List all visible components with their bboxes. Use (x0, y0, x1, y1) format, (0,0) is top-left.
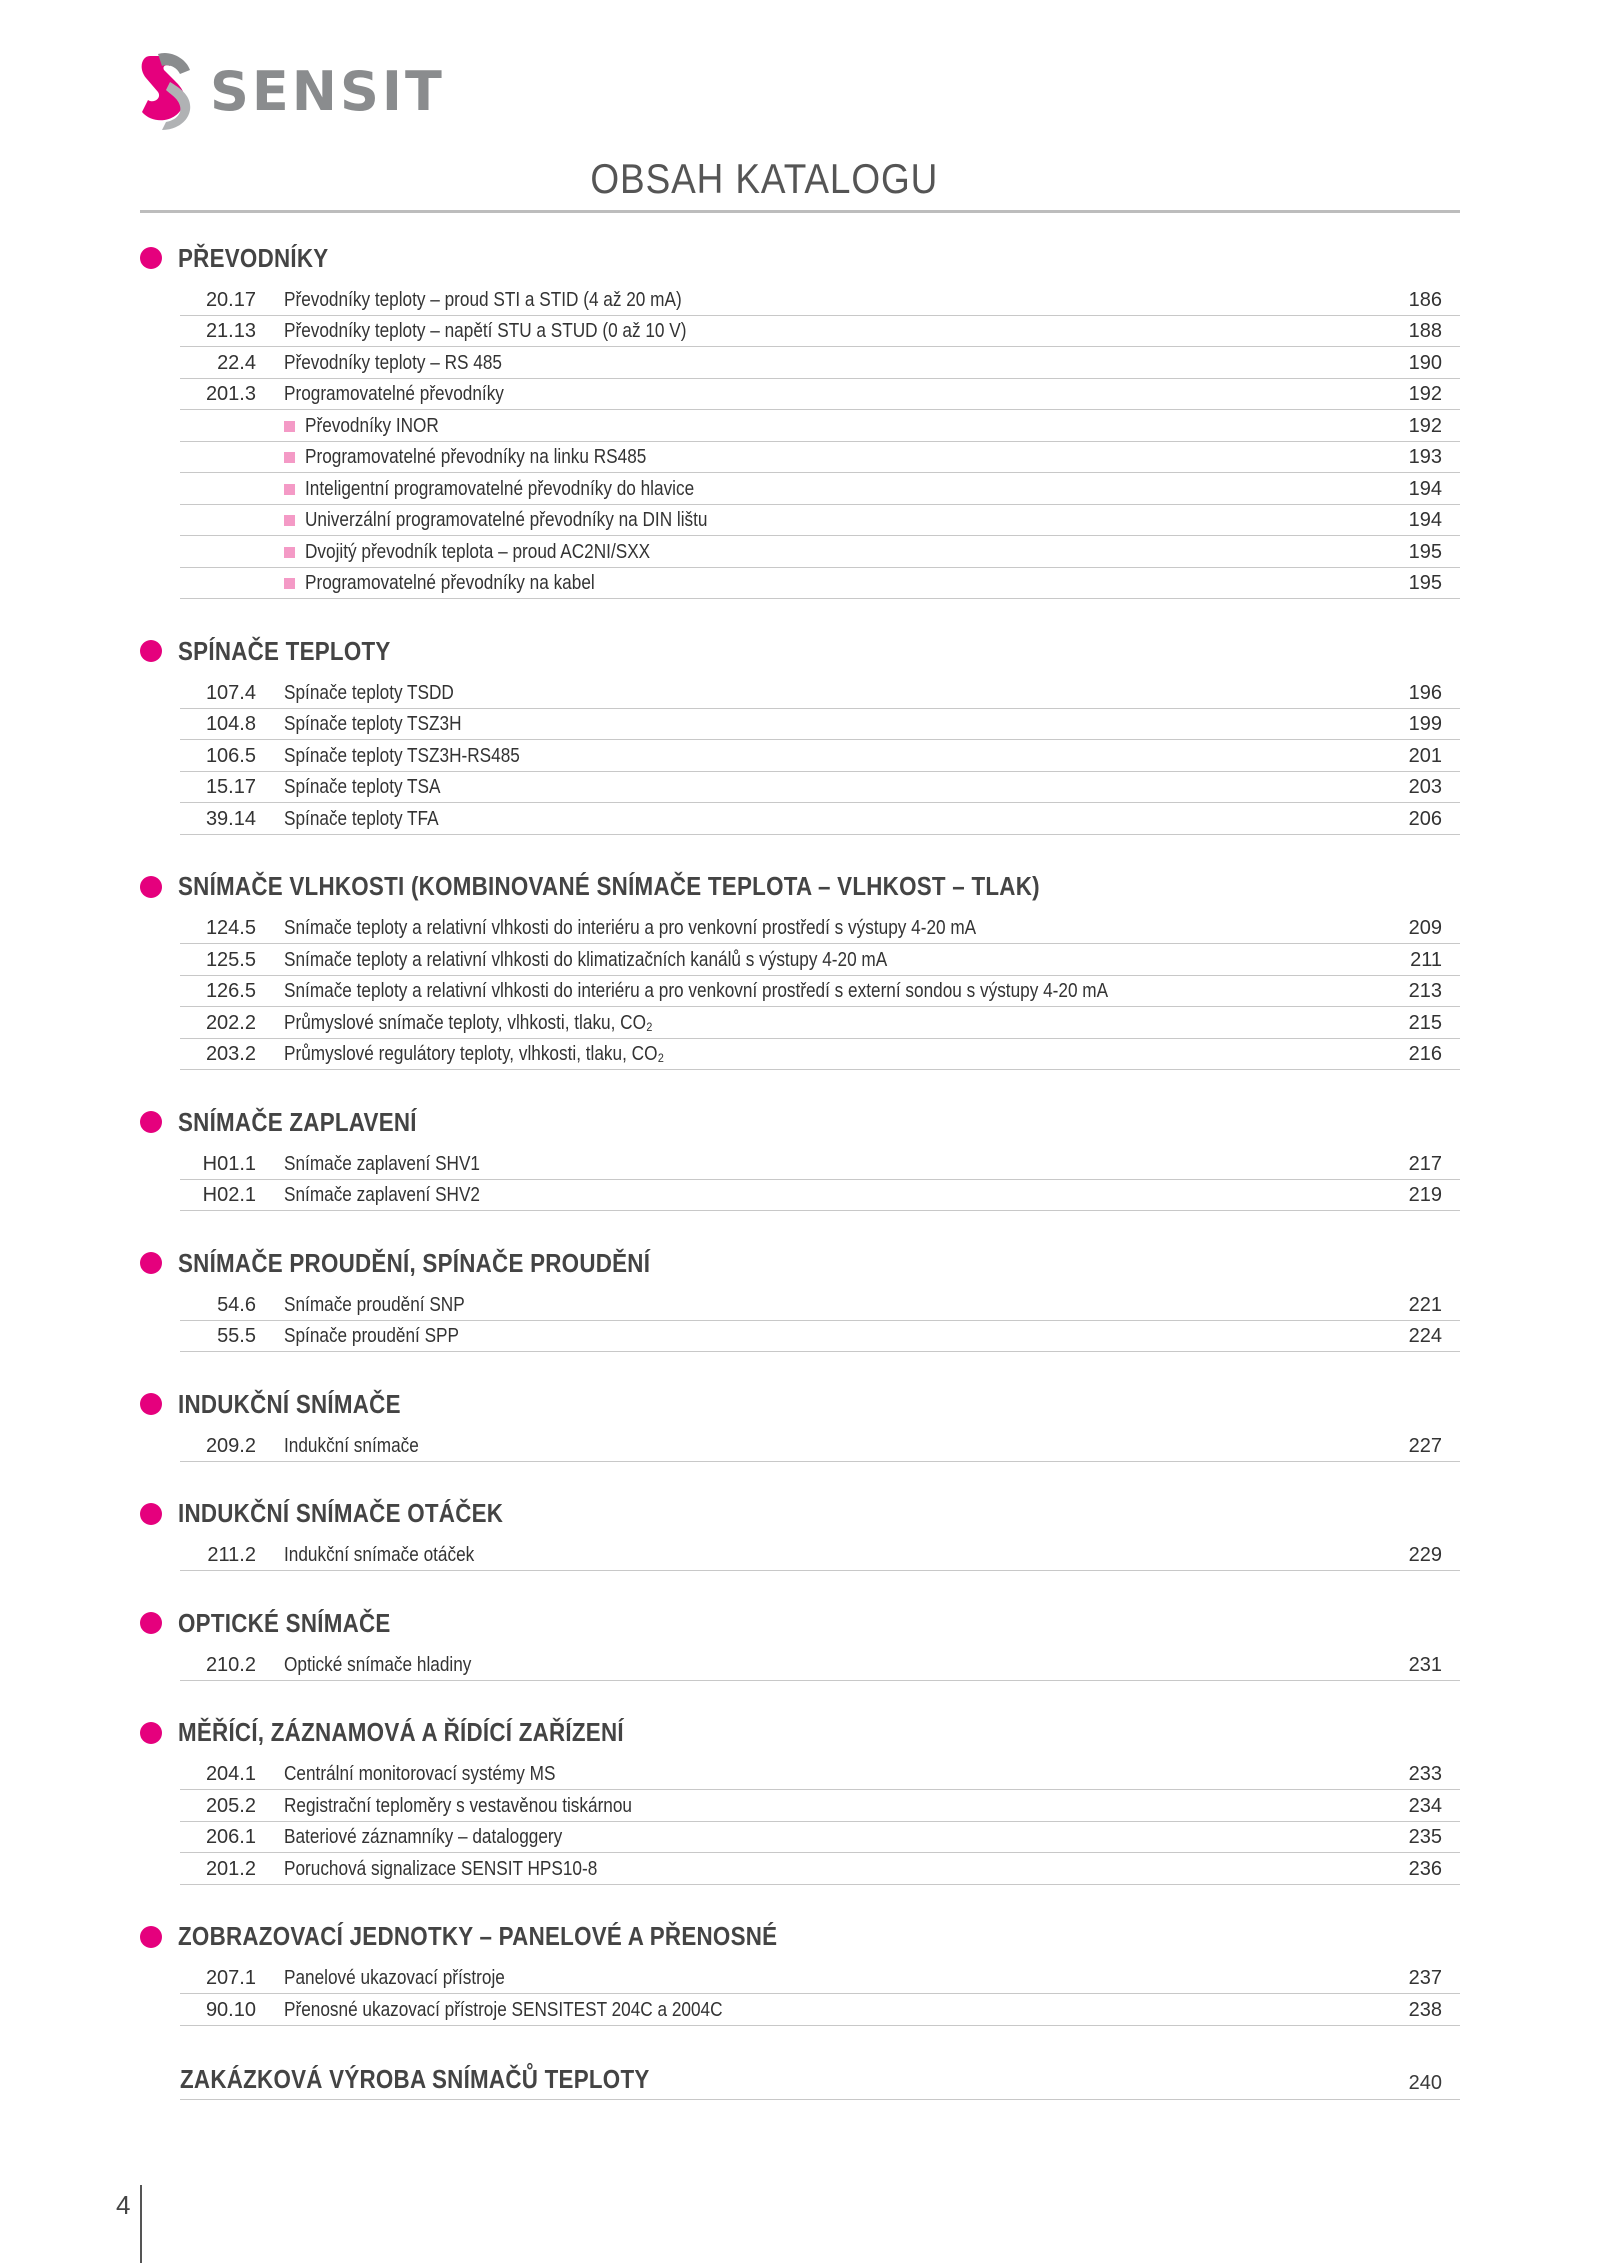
page-ref: 238 (1408, 1998, 1442, 2021)
row-description (284, 541, 1382, 564)
page-ref: 190 (1408, 351, 1442, 374)
row-description-text: Snímače zaplavení SHV1 (284, 1152, 480, 1175)
toc-row[interactable] (180, 1321, 1460, 1353)
page-title: OBSAH KATALOGU (590, 155, 938, 202)
toc-section (140, 236, 1460, 599)
row-description (284, 1795, 1382, 1818)
row-description (284, 446, 1382, 469)
catalog-code: H02.1 (202, 1184, 256, 1206)
section-header (140, 1601, 1460, 1645)
page-ref: 224 (1408, 1325, 1442, 1347)
catalog-code: 204.1 (205, 1763, 256, 1785)
catalog-code: 22.4 (217, 351, 256, 374)
catalog-code: 124.5 (205, 917, 256, 939)
page-ref: 236 (1408, 1857, 1442, 1880)
row-description-text: Průmyslové snímače teploty, vlhkosti, tlaku, CO₂ (284, 1011, 653, 1034)
section-title: OPTICKÉ SNÍMAČE (178, 1607, 391, 1638)
toc-row[interactable] (180, 473, 1460, 505)
row-description-text: Spínače teploty TSZ3H (284, 713, 462, 735)
title-divider (140, 210, 1460, 213)
row-description (284, 320, 1382, 343)
row-description (284, 1826, 1382, 1849)
catalog-code: 201.2 (205, 1857, 256, 1880)
row-description-text: Převodníky teploty – proud STI a STID (4 až 20 mA) (284, 288, 682, 311)
section-bullet-icon (140, 247, 162, 269)
toc-row[interactable] (180, 1540, 1460, 1572)
catalog-code: 107.4 (205, 681, 256, 704)
section-header (140, 629, 1460, 673)
row-description-text: Univerzální programovatelné převodníky na DIN lištu (305, 509, 708, 531)
row-description-text: Indukční snímače (284, 1434, 419, 1457)
catalog-code: 15.17 (205, 776, 256, 798)
final-entry[interactable] (180, 2056, 1460, 2100)
row-description (284, 1967, 1382, 1990)
catalog-code: 20.17 (205, 288, 256, 311)
sub-item-square-icon (284, 515, 295, 526)
section-header (140, 1492, 1460, 1536)
page-ref: 209 (1408, 917, 1442, 939)
toc-row[interactable] (180, 1180, 1460, 1212)
final-entry-title: ZAKÁZKOVÁ VÝROBA SNÍMAČŮ TEPLOTY (180, 2063, 650, 2094)
row-description (284, 682, 1382, 705)
row-description (284, 713, 1382, 736)
row-description (284, 1435, 1382, 1458)
toc-section (140, 1601, 1460, 1681)
row-description (284, 1544, 1382, 1567)
page-ref: 194 (1408, 477, 1442, 500)
row-description-text: Panelové ukazovací přístroje (284, 1967, 505, 1989)
row-description-text: Průmyslové regulátory teploty, vlhkosti, tlaku, CO₂ (284, 1043, 665, 1065)
row-description (284, 478, 1382, 501)
section-bullet-icon (140, 640, 162, 662)
toc-section (140, 865, 1460, 1071)
toc-row[interactable] (180, 803, 1460, 835)
section-bullet-icon (140, 1111, 162, 1133)
toc-section (140, 1100, 1460, 1211)
page-ref: 227 (1408, 1434, 1442, 1457)
section-title: INDUKČNÍ SNÍMAČE OTÁČEK (178, 1498, 504, 1528)
page-ref: 193 (1408, 446, 1442, 468)
sub-item-square-icon (284, 421, 295, 432)
row-description-text: Snímače teploty a relativní vlhkosti do klimatizačních kanálů s výstupy 4-20 mA (284, 948, 888, 971)
section-title: SNÍMAČE ZAPLAVENÍ (178, 1106, 417, 1137)
section-bullet-icon (140, 1612, 162, 1634)
page-ref: 219 (1408, 1184, 1442, 1206)
row-description-text: Optické snímače hladiny (284, 1653, 472, 1676)
row-description (284, 1325, 1382, 1348)
toc-row[interactable] (180, 1039, 1460, 1071)
section-header (140, 236, 1460, 280)
page-ref: 235 (1408, 1826, 1442, 1848)
section-title: MĚŘÍCÍ, ZÁZNAMOVÁ A ŘÍDÍCÍ ZAŘÍZENÍ (178, 1717, 624, 1747)
sub-item-square-icon (284, 452, 295, 463)
row-description (284, 1294, 1382, 1317)
section-title: ZOBRAZOVACÍ JEDNOTKY – PANELOVÉ A PŘENOSNÉ (178, 1921, 778, 1951)
catalog-code: 211.2 (207, 1544, 256, 1566)
row-description-text: Indukční snímače otáček (284, 1544, 475, 1566)
row-description-text: Dvojitý převodník teplota – proud AC2NI/SXX (305, 540, 651, 563)
page-ref: 229 (1408, 1544, 1442, 1566)
section-title: INDUKČNÍ SNÍMAČE (178, 1388, 401, 1419)
section-header (140, 1100, 1460, 1144)
row-description-text: Převodníky INOR (305, 414, 439, 437)
row-description (284, 415, 1382, 438)
catalog-code: 209.2 (205, 1434, 256, 1457)
toc-row[interactable] (180, 442, 1460, 474)
toc-row[interactable] (180, 1649, 1460, 1681)
page-ref: 231 (1408, 1653, 1442, 1676)
table-of-contents (140, 236, 1460, 2100)
toc-row[interactable] (180, 347, 1460, 379)
section-title: SNÍMAČE VLHKOSTI (KOMBINOVANÉ SNÍMAČE TEPLOTA – VLHKOST – TLAK) (178, 871, 1040, 901)
toc-row[interactable] (180, 536, 1460, 568)
row-description (284, 509, 1382, 532)
page-ref: 221 (1408, 1293, 1442, 1316)
row-description-text: Centrální monitorovací systémy MS (284, 1763, 556, 1785)
row-description (284, 980, 1382, 1003)
row-description (284, 1999, 1382, 2022)
row-description (284, 572, 1382, 595)
brand-name: SENSIT (210, 60, 445, 123)
footer-divider (140, 2185, 142, 2263)
catalog-code: 125.5 (205, 948, 256, 971)
section-bullet-icon (140, 1722, 162, 1744)
toc-row[interactable] (180, 568, 1460, 600)
section-title: PŘEVODNÍKY (178, 242, 329, 273)
row-description (284, 1654, 1382, 1677)
row-description-text: Snímače proudění SNP (284, 1293, 465, 1316)
row-description-text: Spínače teploty TSA (284, 776, 441, 798)
row-description-text: Přenosné ukazovací přístroje SENSITEST 204C a 2004C (284, 1998, 723, 2021)
toc-row[interactable] (180, 1148, 1460, 1180)
row-description (284, 383, 1382, 406)
catalog-code: 126.5 (205, 980, 256, 1002)
toc-section (140, 1382, 1460, 1462)
section-header (140, 1382, 1460, 1426)
row-description (284, 917, 1382, 940)
section-bullet-icon (140, 1503, 162, 1525)
toc-section (140, 1492, 1460, 1572)
catalog-code: 205.2 (205, 1794, 256, 1817)
page-ref: 203 (1408, 776, 1442, 798)
section-bullet-icon (140, 1926, 162, 1948)
row-description (284, 776, 1382, 799)
sensit-logo-icon (140, 52, 196, 132)
toc-row[interactable] (180, 1994, 1460, 2026)
toc-row[interactable] (180, 284, 1460, 316)
catalog-code: 210.2 (205, 1653, 256, 1676)
catalog-code: 54.6 (217, 1293, 256, 1316)
row-description-text: Spínače teploty TFA (284, 807, 439, 830)
row-description-text: Spínače proudění SPP (284, 1325, 459, 1347)
catalog-code: 203.2 (205, 1043, 256, 1065)
catalog-code: 201.3 (205, 383, 256, 405)
catalog-code: H01.1 (202, 1152, 256, 1175)
toc-row[interactable] (180, 410, 1460, 442)
toc-row[interactable] (180, 1790, 1460, 1822)
row-description (284, 1184, 1382, 1207)
toc-row[interactable] (180, 379, 1460, 411)
section-header (140, 1241, 1460, 1285)
page-ref: 201 (1408, 744, 1442, 767)
row-description-text: Programovatelné převodníky na linku RS485 (305, 446, 647, 468)
toc-row[interactable] (180, 772, 1460, 804)
row-description-text: Spínače teploty TSDD (284, 681, 454, 704)
toc-row[interactable] (180, 913, 1460, 945)
row-description (284, 1012, 1382, 1035)
section-title: SNÍMAČE PROUDĚNÍ, SPÍNAČE PROUDĚNÍ (178, 1247, 651, 1278)
row-description-text: Programovatelné převodníky (284, 383, 504, 405)
toc-row[interactable] (180, 1007, 1460, 1039)
catalog-code: 39.14 (205, 807, 256, 830)
toc-row[interactable] (180, 944, 1460, 976)
toc-row[interactable] (180, 1822, 1460, 1854)
page-ref: 211 (1410, 948, 1442, 971)
toc-section (140, 1915, 1460, 2026)
row-description-text: Poruchová signalizace SENSIT HPS10-8 (284, 1857, 598, 1880)
catalog-code: 106.5 (205, 744, 256, 767)
page-ref: 194 (1408, 509, 1442, 531)
toc-row[interactable] (180, 505, 1460, 537)
row-description (284, 1858, 1382, 1881)
row-description (284, 1153, 1382, 1176)
row-description-text: Inteligentní programovatelné převodníky do hlavice (305, 477, 695, 500)
catalog-code: 202.2 (205, 1011, 256, 1034)
sub-item-square-icon (284, 547, 295, 558)
toc-row[interactable] (180, 677, 1460, 709)
section-bullet-icon (140, 876, 162, 898)
page-ref: 195 (1408, 572, 1442, 594)
section-bullet-icon (140, 1393, 162, 1415)
toc-section (140, 629, 1460, 835)
page-ref: 237 (1408, 1967, 1442, 1989)
section-header (140, 1915, 1460, 1959)
catalog-code: 207.1 (205, 1967, 256, 1989)
toc-section (140, 1711, 1460, 1885)
toc-row[interactable] (180, 1289, 1460, 1321)
sub-item-square-icon (284, 484, 295, 495)
toc-row[interactable] (180, 1963, 1460, 1995)
row-description (284, 1043, 1382, 1066)
section-bullet-icon (140, 1252, 162, 1274)
row-description (284, 352, 1382, 375)
page-ref: 192 (1408, 383, 1442, 405)
row-description-text: Převodníky teploty – RS 485 (284, 351, 502, 374)
sub-item-square-icon (284, 578, 295, 589)
section-header (140, 865, 1460, 909)
toc-row[interactable] (180, 1430, 1460, 1462)
row-description-text: Snímače teploty a relativní vlhkosti do interiéru a pro venkovní prostředí s výstupy 4-20 mA (284, 917, 977, 939)
catalog-code: 104.8 (205, 713, 256, 735)
toc-row[interactable] (180, 316, 1460, 348)
row-description (284, 808, 1382, 831)
page-ref: 240 (1408, 2071, 1442, 2094)
page-ref: 192 (1408, 414, 1442, 437)
toc-row[interactable] (180, 976, 1460, 1008)
sensit-logo (140, 52, 445, 132)
page-ref: 199 (1408, 713, 1442, 735)
row-description-text: Bateriové záznamníky – dataloggery (284, 1826, 563, 1848)
catalog-code: 206.1 (205, 1826, 256, 1848)
page-ref: 188 (1408, 320, 1442, 342)
section-title: SPÍNAČE TEPLOTY (178, 635, 391, 666)
row-description (284, 1763, 1382, 1786)
row-description-text: Spínače teploty TSZ3H-RS485 (284, 744, 520, 767)
row-description-text: Snímače teploty a relativní vlhkosti do interiéru a pro venkovní prostředí s externí sondou s výstupy 4-20 mA (284, 980, 1109, 1002)
row-description (284, 289, 1382, 312)
page-ref: 234 (1408, 1794, 1442, 1817)
row-description-text: Převodníky teploty – napětí STU a STUD (0 až 10 V) (284, 320, 687, 342)
page-ref: 215 (1408, 1011, 1442, 1034)
toc-section (140, 1241, 1460, 1352)
row-description (284, 949, 1382, 972)
toc-row[interactable] (180, 1853, 1460, 1885)
catalog-code: 55.5 (217, 1325, 256, 1347)
toc-row[interactable] (180, 740, 1460, 772)
catalog-code: 21.13 (205, 320, 256, 342)
page-number: 4 (116, 2190, 131, 2220)
page-ref: 217 (1408, 1152, 1442, 1175)
page-ref: 213 (1408, 980, 1442, 1002)
catalog-code: 90.10 (205, 1998, 256, 2021)
page-ref: 196 (1408, 681, 1442, 704)
toc-row[interactable] (180, 709, 1460, 741)
page-ref: 206 (1408, 807, 1442, 830)
page-ref: 216 (1408, 1043, 1442, 1065)
row-description-text: Registrační teploměry s vestavěnou tiskárnou (284, 1794, 632, 1817)
page-ref: 186 (1408, 288, 1442, 311)
page-ref: 195 (1408, 540, 1442, 563)
page-ref: 233 (1408, 1763, 1442, 1785)
toc-row[interactable] (180, 1759, 1460, 1791)
row-description-text: Programovatelné převodníky na kabel (305, 572, 595, 594)
row-description (284, 745, 1382, 768)
row-description-text: Snímače zaplavení SHV2 (284, 1184, 480, 1206)
section-header (140, 1711, 1460, 1755)
